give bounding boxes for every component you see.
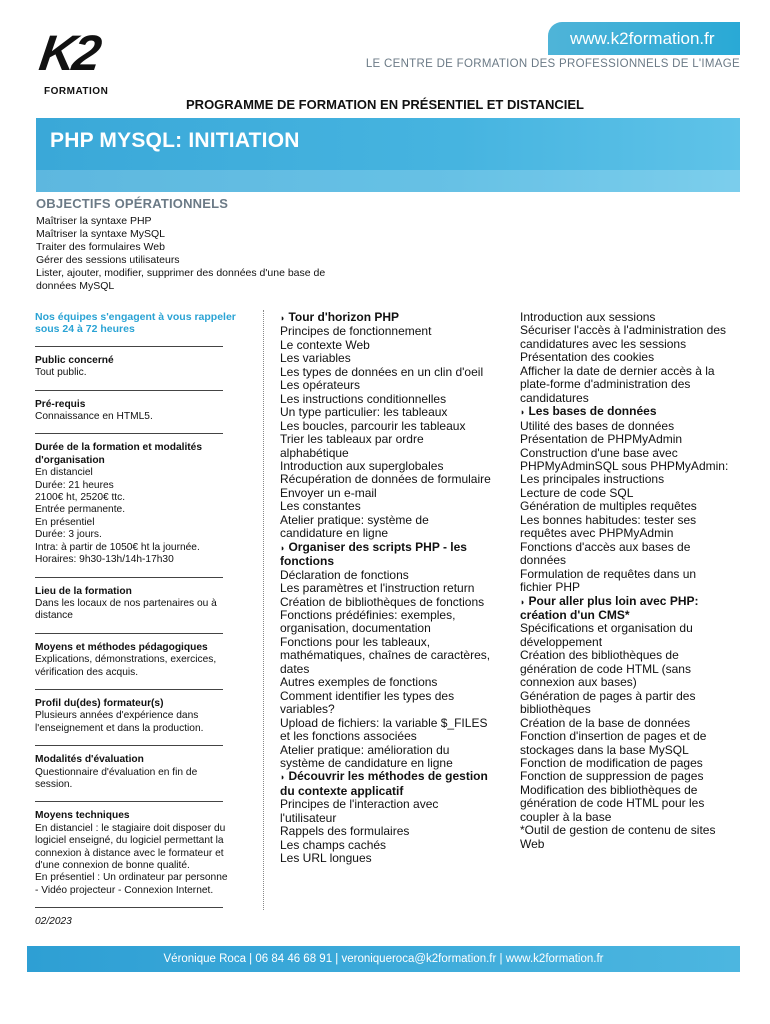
program-item: Utilité des bases de données bbox=[520, 418, 675, 433]
program-item: Fonction de modification de pages bbox=[520, 755, 703, 770]
program-item: Trier les tableaux par ordre bbox=[280, 432, 424, 447]
program-item: Sécuriser l'accès à l'administration des bbox=[520, 323, 727, 338]
program-item: développement bbox=[520, 634, 603, 649]
program-item: fichier PHP bbox=[520, 580, 581, 595]
callback-promise: Nos équipes s'engagent à vous rappeler bbox=[35, 311, 236, 323]
program-column-right bbox=[520, 311, 748, 851]
program-item: Rappels des formulaires bbox=[280, 824, 410, 839]
program-heading-continued: du contexte applicatif bbox=[280, 783, 404, 798]
program-item: Fonction de suppression de pages bbox=[520, 769, 704, 784]
program-item: Afficher la date de dernier accès à la bbox=[520, 363, 715, 378]
logo-subtitle: FORMATION bbox=[44, 86, 109, 97]
program-item: génération de code HTML pour les bbox=[520, 796, 705, 811]
program-heading-text: Pour aller plus loin avec PHP: bbox=[528, 593, 699, 608]
section-separator bbox=[35, 390, 223, 391]
program-heading bbox=[280, 541, 512, 555]
bullet-triangle-icon: ◗ bbox=[520, 596, 526, 607]
column-divider bbox=[263, 310, 264, 910]
section-separator bbox=[35, 633, 223, 634]
program-item: alphabétique bbox=[280, 445, 349, 460]
objective-item: Traiter des formulaires Web bbox=[36, 241, 165, 253]
section-text: l'enseignement et dans la production. bbox=[35, 722, 204, 734]
program-item: coupler à la base bbox=[520, 809, 612, 824]
program-item: Fonctions prédéfinies: exemples, bbox=[280, 607, 456, 622]
contact-footer: Véronique Roca | 06 84 46 68 91 | veroniqueroca@k2formation.fr | www.k2formation.fr bbox=[27, 946, 740, 972]
program-item: Lecture de code SQL bbox=[520, 485, 634, 500]
program-item: Le contexte Web bbox=[280, 337, 370, 352]
program-item: Modification des bibliothèques de bbox=[520, 782, 698, 797]
section-text: Horaires: 9h30-13h/14h-17h30 bbox=[35, 554, 174, 566]
section-text: Questionnaire d'évaluation en fin de bbox=[35, 766, 198, 778]
program-item: Web bbox=[520, 836, 545, 851]
section-text: En distanciel bbox=[35, 467, 93, 479]
section-text: En présentiel : Un ordinateur par personne bbox=[35, 872, 228, 884]
program-heading-text: Organiser des scripts PHP - les bbox=[288, 539, 467, 554]
program-item: Les bonnes habitudes: tester ses bbox=[520, 512, 697, 527]
program-heading bbox=[520, 595, 748, 609]
program-item: Déclaration de fonctions bbox=[280, 567, 409, 582]
objective-item: Lister, ajouter, modifier, supprimer des données d'une base de bbox=[36, 267, 326, 279]
course-title: PHP MYSQL: INITIATION bbox=[50, 129, 300, 152]
section-text: Connaissance en HTML5. bbox=[35, 411, 153, 423]
program-item: Présentation de PHPMyAdmin bbox=[520, 432, 683, 447]
section-heading: Public concerné bbox=[35, 354, 114, 366]
section-heading: Durée de la formation et modalités bbox=[35, 442, 202, 454]
logo-mark: K2 bbox=[36, 25, 102, 81]
program-heading bbox=[280, 311, 512, 325]
objective-item: données MySQL bbox=[36, 280, 115, 292]
program-heading-text: Découvrir les méthodes de gestion bbox=[288, 769, 488, 784]
section-heading: Lieu de la formation bbox=[35, 585, 132, 597]
program-item: Construction d'une base avec bbox=[520, 445, 678, 460]
section-separator bbox=[35, 577, 223, 578]
bullet-triangle-icon: ◗ bbox=[280, 542, 286, 553]
program-item: Atelier pratique: amélioration du bbox=[280, 742, 450, 757]
program-item: Création de la base de données bbox=[520, 715, 691, 730]
section-text: logiciel enseigné, du logiciel permettant la bbox=[35, 835, 224, 847]
program-item: Introduction aux sessions bbox=[520, 310, 656, 324]
objectives-list bbox=[36, 215, 376, 293]
section-text: d'une connexion de bonne qualité. bbox=[35, 860, 190, 871]
program-item: Les principales instructions bbox=[520, 472, 665, 487]
program-item: Upload de fichiers: la variable $_FILES bbox=[280, 715, 488, 730]
section-text: - Vidéo projecteur - Connexion Internet. bbox=[35, 884, 214, 896]
bullet-triangle-icon: ◗ bbox=[280, 313, 286, 323]
section-separator bbox=[35, 801, 223, 802]
program-item: Principes de l'interaction avec bbox=[280, 797, 439, 812]
program-item: bibliothèques bbox=[520, 702, 591, 717]
program-item: Génération de multiples requêtes bbox=[520, 499, 697, 514]
section-text: En distanciel : le stagiaire doit disposer du bbox=[35, 822, 226, 834]
program-item: Fonctions d'accès aux bases de bbox=[520, 539, 691, 554]
program-item: l'utilisateur bbox=[280, 810, 337, 825]
program-item: Spécifications et organisation du bbox=[520, 621, 693, 636]
program-item: Les types de données en un clin d'oeil bbox=[280, 364, 484, 379]
k2-logo bbox=[36, 25, 109, 102]
program-item: Atelier pratique: système de bbox=[280, 512, 429, 527]
callback-promise: sous 24 à 72 heures bbox=[35, 323, 135, 336]
section-text: Durée: 21 heures bbox=[35, 479, 114, 491]
objective-item: Maîtriser la syntaxe PHP bbox=[36, 215, 152, 227]
section-text: Tout public. bbox=[35, 367, 87, 379]
section-separator bbox=[35, 433, 223, 434]
section-heading: Moyens et méthodes pédagogiques bbox=[35, 641, 208, 653]
program-item: Fonctions pour les tableaux, bbox=[280, 634, 431, 649]
program-heading-continued: création d'un CMS* bbox=[520, 607, 630, 622]
section-heading: Pré-requis bbox=[35, 398, 86, 410]
banner-strip bbox=[36, 170, 740, 192]
program-item: dates bbox=[280, 661, 310, 676]
program-item: Les paramètres et l'instruction return bbox=[280, 581, 475, 596]
section-text: Plusieurs années d'expérience dans bbox=[35, 710, 199, 722]
section-heading: Moyens techniques bbox=[35, 810, 130, 822]
section-heading: Modalités d'évaluation bbox=[35, 754, 144, 766]
bullet-triangle-icon: ◗ bbox=[520, 407, 526, 418]
program-item: *Outil de gestion de contenu de sites bbox=[520, 823, 716, 838]
program-item: données bbox=[520, 553, 567, 568]
program-item: requêtes avec PHPMyAdmin bbox=[520, 526, 674, 541]
program-item: Les champs cachés bbox=[280, 837, 387, 852]
program-item: Autres exemples de fonctions bbox=[280, 675, 438, 690]
objective-item: Maîtriser la syntaxe MySQL bbox=[36, 228, 165, 240]
program-item: Un type particulier: les tableaux bbox=[280, 405, 448, 420]
program-item: Les opérateurs bbox=[280, 378, 361, 393]
section-text: Durée: 3 jours. bbox=[35, 529, 102, 541]
program-heading-continued: fonctions bbox=[280, 554, 334, 569]
section-heading: Profil du(des) formateur(s) bbox=[35, 697, 164, 709]
program-item: plate-forme d'administration des bbox=[520, 377, 691, 392]
program-column-middle bbox=[280, 311, 512, 866]
website-url[interactable]: www.k2formation.fr bbox=[548, 22, 740, 55]
section-text: En présentiel bbox=[35, 516, 95, 528]
program-item: Présentation des cookies bbox=[520, 350, 655, 365]
section-text: connexion à distance avec le formateur et bbox=[35, 847, 224, 859]
section-text: 2100€ ht, 2520€ ttc. bbox=[35, 492, 126, 504]
program-item: Fonction d'insertion de pages et de bbox=[520, 729, 707, 744]
bullet-triangle-icon: ◗ bbox=[280, 772, 286, 783]
program-heading-text: Tour d'horizon PHP bbox=[288, 310, 400, 324]
section-text: Explications, démonstrations, exercices, bbox=[35, 654, 217, 666]
program-item: Création des bibliothèques de bbox=[520, 648, 679, 663]
program-item: Envoyer un e-mail bbox=[280, 485, 377, 500]
program-heading bbox=[280, 770, 512, 784]
program-item: PHPMyAdminSQL sous PHPMyAdmin: bbox=[520, 458, 729, 473]
program-item: système de candidature en ligne bbox=[280, 755, 453, 770]
document-date: 02/2023 bbox=[35, 916, 72, 928]
program-item: candidature en ligne bbox=[280, 526, 389, 541]
section-separator bbox=[35, 346, 223, 347]
section-text: session. bbox=[35, 778, 73, 790]
program-item: candidatures avec les sessions bbox=[520, 336, 687, 351]
section-text: Dans les locaux de nos partenaires ou à bbox=[35, 597, 217, 609]
objective-item: Gérer des sessions utilisateurs bbox=[36, 254, 180, 266]
program-item: Introduction aux superglobales bbox=[280, 458, 444, 473]
program-item: candidatures bbox=[520, 390, 589, 405]
program-item: et les fonctions associées bbox=[280, 729, 417, 744]
program-heading bbox=[520, 405, 748, 419]
program-item: variables? bbox=[280, 702, 335, 717]
program-item: Les URL longues bbox=[280, 851, 372, 866]
section-text: distance bbox=[35, 610, 73, 622]
program-item: stockages dans la base MySQL bbox=[520, 742, 689, 757]
program-item: Formulation de requêtes dans un bbox=[520, 566, 697, 581]
program-item: Principes de fonctionnement bbox=[280, 324, 432, 339]
program-item: Les constantes bbox=[280, 499, 361, 514]
section-text: vérification des acquis. bbox=[35, 666, 139, 678]
section-text: Intra: à partir de 1050€ ht la journée. bbox=[35, 541, 200, 553]
program-item: connexion aux bases) bbox=[520, 675, 637, 690]
tagline: LE CENTRE DE FORMATION DES PROFESSIONNELS DE L'IMAGE bbox=[365, 58, 740, 70]
program-item: Comment identifier les types des bbox=[280, 688, 455, 703]
program-item: Les variables bbox=[280, 351, 351, 366]
program-item: génération de code HTML (sans bbox=[520, 661, 691, 676]
section-separator bbox=[35, 689, 223, 690]
section-text: Entrée permanente. bbox=[35, 504, 126, 516]
program-item: Génération de pages à partir des bbox=[520, 688, 696, 703]
program-item: Les boucles, parcourir les tableaux bbox=[280, 418, 466, 433]
section-separator bbox=[35, 907, 223, 908]
program-heading-text: Les bases de données bbox=[528, 404, 657, 419]
program-item: Création de bibliothèques de fonctions bbox=[280, 594, 485, 609]
program-type: PROGRAMME DE FORMATION EN PRÉSENTIEL ET DISTANCIEL bbox=[186, 97, 584, 112]
section-heading: d'organisation bbox=[35, 454, 105, 466]
program-item: Les instructions conditionnelles bbox=[280, 391, 447, 406]
program-item: mathématiques, chaînes de caractères, bbox=[280, 648, 491, 663]
course-title-banner bbox=[36, 118, 740, 192]
left-info-column bbox=[35, 311, 247, 929]
objectives-title: OBJECTIFS OPÉRATIONNELS bbox=[36, 196, 229, 211]
section-separator bbox=[35, 745, 223, 746]
program-item: Récupération de données de formulaire bbox=[280, 472, 491, 487]
program-item: organisation, documentation bbox=[280, 621, 431, 636]
